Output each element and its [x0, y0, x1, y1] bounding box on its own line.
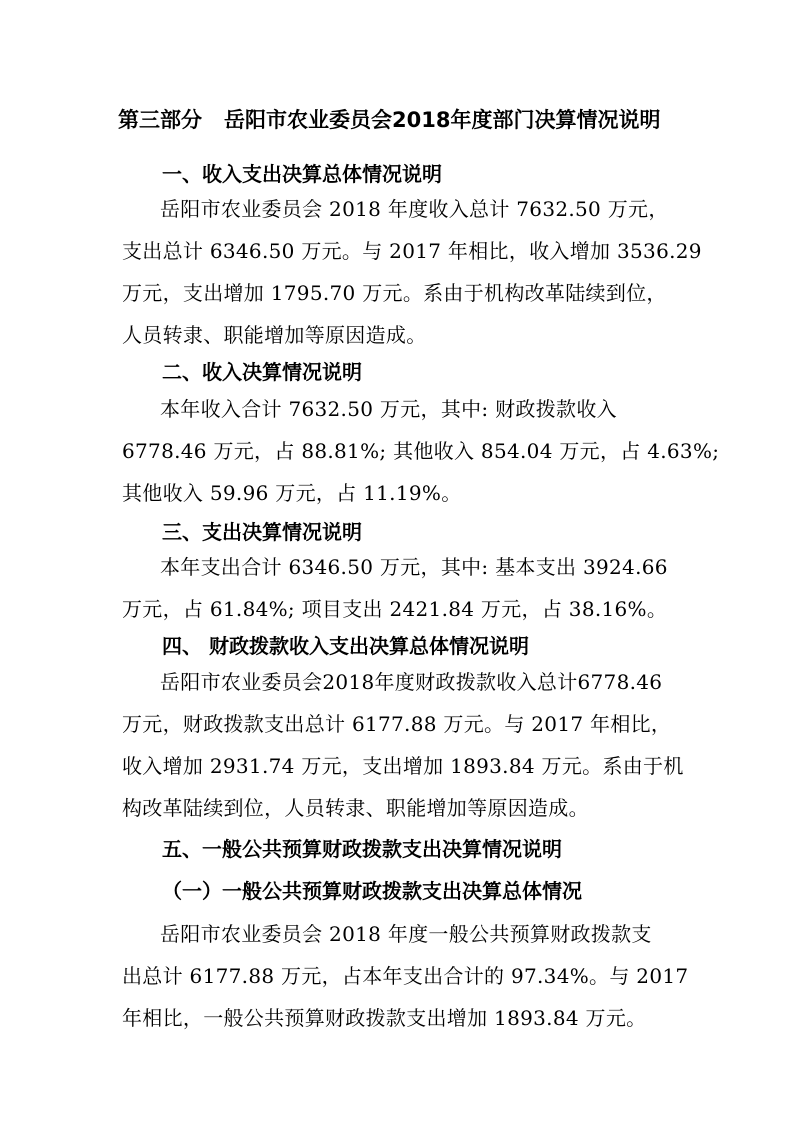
title-part: 第三部分: [118, 108, 202, 132]
paragraph-line: 岳阳市农业委员会 2018 年度收入总计 7632.50 万元，: [160, 197, 669, 221]
paragraph-line: 构改革陆续到位，人员转隶、职能增加等原因造成。: [122, 796, 589, 820]
paragraph-line: 岳阳市农业委员会 2018 年度一般公共预算财政拨款支: [160, 922, 652, 946]
paragraph-line: 岳阳市农业委员会2018年度财政拨款收入总计6778.46: [160, 670, 663, 694]
paragraph-line: 6778.46 万元，占 88.81%; 其他收入 854.04 万元，占 4.63%;: [122, 439, 720, 463]
section-paragraph-4-cont: [122, 703, 682, 829]
section-paragraph-3-cont: [122, 588, 682, 630]
section-heading-2: 二、收入决算情况说明: [162, 360, 362, 384]
paragraph-line: 出总计 6177.88 万元，占本年支出合计的 97.34%。与 2017: [122, 964, 689, 988]
paragraph-line: 收入增加 2931.74 万元，支出增加 1893.84 万元。系由于机: [122, 754, 684, 778]
section-paragraph-4: [160, 661, 720, 703]
subsection-heading-5-1: （一）一般公共预算财政拨款支出决算总体情况: [162, 879, 582, 903]
paragraph-line: 万元，财政拨款支出总计 6177.88 万元。与 2017 年相比，: [122, 712, 672, 736]
section-paragraph-1-cont: [122, 230, 702, 356]
paragraph-line: 其他收入 59.96 万元，占 11.19%。: [122, 481, 462, 505]
section-paragraph-3: [160, 546, 720, 588]
section-paragraph-1: [160, 188, 720, 230]
subsection-paragraph-5-1-cont: [122, 955, 689, 1039]
paragraph-line: 年相比，一般公共预算财政拨款支出增加 1893.84 万元。: [122, 1006, 647, 1030]
subsection-paragraph-5-1: [160, 913, 720, 955]
section-heading-3: 三、支出决算情况说明: [162, 520, 362, 544]
paragraph-line: 万元，支出增加 1795.70 万元。系由于机构改革陆续到位，: [122, 281, 667, 305]
section-heading-4: 四、 财政拨款收入支出决算总体情况说明: [162, 634, 529, 658]
paragraph-line: 支出总计 6346.50 万元。与 2017 年相比，收入增加 3536.29: [122, 239, 702, 263]
section-paragraph-2: [160, 388, 720, 430]
section-heading-1: 一、收入支出决算总体情况说明: [162, 162, 442, 186]
paragraph-line: 人员转隶、职能增加等原因造成。: [122, 323, 427, 347]
section-paragraph-2-cont: [122, 430, 720, 514]
paragraph-line: 本年支出合计 6346.50 万元，其中: 基本支出 3924.66: [160, 555, 668, 579]
paragraph-line: 本年收入合计 7632.50 万元，其中: 财政拨款收入: [160, 397, 617, 421]
paragraph-line: 万元，占 61.84%; 项目支出 2421.84 万元，占 38.16%。: [122, 597, 668, 621]
title-main: 岳阳市农业委员会2018年度部门决算情况说明: [224, 108, 661, 132]
section-heading-5: 五、一般公共预算财政拨款支出决算情况说明: [162, 837, 562, 861]
document-title: [118, 105, 698, 135]
